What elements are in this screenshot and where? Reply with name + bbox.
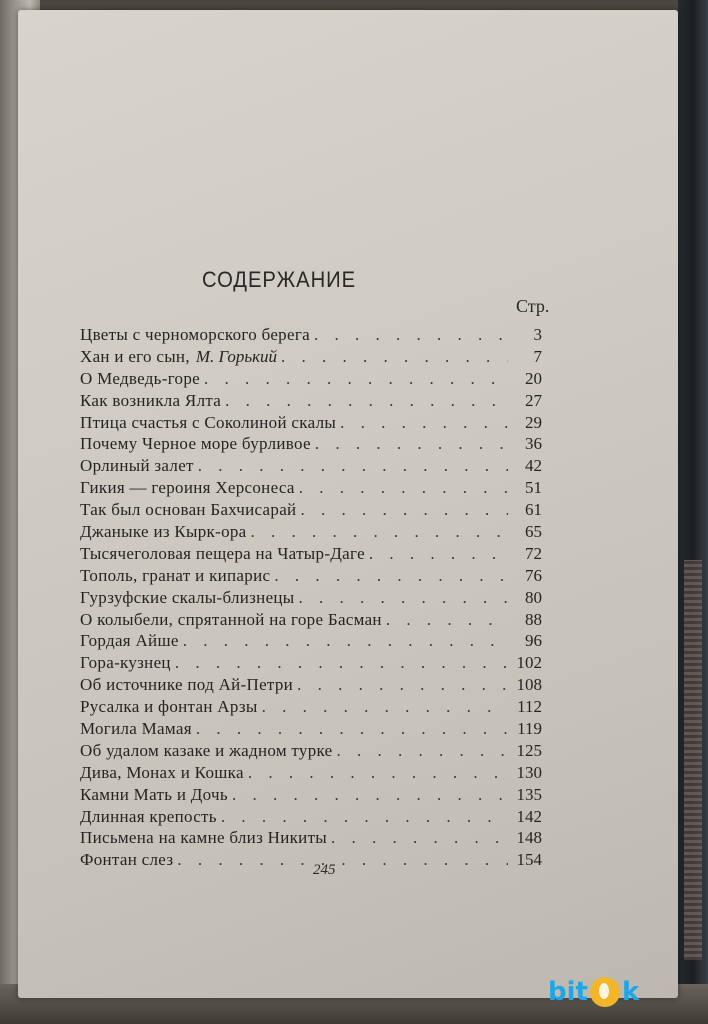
toc-entry-page: 65: [525, 522, 542, 542]
toc-entry: [80, 324, 542, 346]
toc-entry-title: Тополь, гранат и кипарис: [80, 565, 271, 585]
cover-fabric: [684, 560, 702, 960]
toc-entry-page: 7: [533, 346, 542, 366]
toc-entry: [80, 565, 542, 587]
toc-entry: [80, 455, 542, 477]
toc-entry: [80, 412, 542, 434]
dot-leader: [251, 521, 508, 543]
toc-entry: [80, 630, 542, 652]
dot-leader: [177, 849, 508, 871]
toc-entry-page: 36: [525, 434, 542, 454]
book-cover-edge: [678, 0, 708, 1024]
toc-entry: [80, 806, 542, 828]
toc-entry: [80, 784, 542, 806]
toc-entry-page: 42: [525, 456, 542, 476]
toc-entry-title: Гора-кузнец: [80, 653, 171, 673]
toc-entry-page: 119: [517, 719, 542, 739]
watermark-logo: [548, 972, 698, 1012]
dot-leader: [331, 827, 508, 849]
dot-leader: [314, 324, 508, 346]
toc-entry-title: О Медведь-горе: [80, 368, 200, 388]
watermark-tail: k: [621, 977, 640, 1007]
toc-entry: [80, 740, 542, 762]
toc-entry-title: Гурзуфские скалы-близнецы: [80, 587, 295, 607]
toc-entry-title: Письмена на камне близ Никиты: [80, 828, 328, 848]
toc-entry-title: Хан и его сын,: [80, 346, 190, 366]
toc-entry-page: 72: [525, 543, 542, 563]
toc-entry: [80, 674, 542, 696]
toc-entry-page: 76: [525, 565, 542, 585]
toc-entry: [80, 652, 542, 674]
toc-entry-title: Камни Мать и Дочь: [80, 784, 228, 804]
dot-leader: [340, 412, 508, 434]
toc-entry: [80, 499, 542, 521]
toc-entry: [80, 827, 542, 849]
toc-entry-title: Могила Мамая: [80, 719, 192, 739]
toc-entry-page: 3: [533, 325, 542, 344]
toc-entry: [80, 521, 542, 543]
dot-leader: [299, 477, 508, 499]
toc-entry-title: Почему Черное море бурливое: [80, 434, 311, 454]
dot-leader: [315, 433, 508, 455]
toc-entry-page: 148: [516, 828, 542, 848]
toc-entry-title: Гордая Айше: [80, 631, 179, 651]
toc-entry-page: 96: [525, 631, 542, 651]
toc-entry: [80, 477, 542, 499]
toc-entry-page: 51: [525, 478, 542, 498]
dot-leader: [175, 652, 508, 674]
toc-entry-page: 142: [516, 806, 542, 826]
toc-entry-title: Джаныке из Кырк-ора: [80, 522, 247, 542]
contents-heading: СОДЕРЖАНИЕ: [202, 267, 357, 292]
dot-leader: [337, 740, 508, 762]
toc-entry-page: 27: [525, 390, 542, 410]
toc-entry-page: 29: [525, 412, 542, 432]
toc-entry: [80, 849, 542, 871]
toc-entry-page: 102: [516, 653, 542, 673]
dot-leader: [274, 565, 508, 587]
toc-entry: [80, 390, 542, 412]
dot-leader: [386, 609, 508, 631]
dot-leader: [262, 696, 508, 718]
toc-entry-page: 61: [525, 500, 542, 520]
toc-entry: [80, 609, 542, 631]
toc-entry-title: Об источнике под Ай-Петри: [80, 675, 294, 695]
toc-entry-title: О колыбели, спрятанной на горе Басман: [80, 609, 382, 629]
dot-leader: [281, 346, 508, 368]
page-number: 245: [313, 862, 336, 878]
toc-entry-page: 20: [525, 368, 542, 388]
dot-leader: [299, 587, 508, 609]
toc-entry-title: Цветы с черноморского берега: [80, 325, 310, 344]
toc-entry-page: 112: [517, 697, 542, 717]
toc-entry-page: 154: [516, 850, 542, 870]
toc-entry: [80, 433, 542, 455]
dot-leader: [198, 455, 508, 477]
toc-entry: [80, 587, 542, 609]
dot-leader: [232, 784, 508, 806]
watermark-text: bit: [548, 977, 588, 1007]
toc-entry: [80, 368, 542, 390]
dot-leader: [204, 368, 508, 390]
toc-entry-page: 108: [516, 675, 542, 695]
toc-entry-title: Орлиный залет: [80, 456, 194, 476]
toc-entry-title: Гикия — героиня Херсонеса: [80, 478, 295, 498]
toc-entry: [80, 762, 542, 784]
dot-leader: [300, 499, 508, 521]
dot-leader: [196, 718, 508, 740]
toc-entry: [80, 718, 542, 740]
dot-leader: [248, 762, 508, 784]
toc-entry-page: 135: [516, 784, 542, 804]
toc-entry: [80, 346, 542, 368]
watermark-emblem-icon: [590, 977, 620, 1007]
dot-leader: [369, 543, 508, 565]
toc-entry-title: Тысячеголовая пещера на Чатыр-Даге: [80, 543, 365, 563]
toc-entry-author: М. Горький: [195, 346, 278, 366]
toc-entry-title: Птица счастья с Соколиной скалы: [80, 412, 337, 432]
book-page: [18, 10, 678, 998]
toc-entry-page: 125: [516, 740, 542, 760]
toc-entry-title: Так был основан Бахчисарай: [80, 500, 297, 520]
dot-leader: [221, 806, 508, 828]
toc-entry-title: Фонтан слез: [80, 850, 174, 870]
dot-leader: [297, 674, 508, 696]
toc-entry-title: Как возникла Ялта: [80, 390, 222, 410]
dot-leader: [225, 390, 508, 412]
toc-entry-title: Длинная крепость: [80, 806, 217, 826]
toc-entry: [80, 543, 542, 565]
toc-entry-title: Русалка и фонтан Арзы: [80, 697, 258, 717]
toc-entry-title: Дива, Монах и Кошка: [80, 762, 244, 782]
toc-entry-title: Об удалом казаке и жадном турке: [80, 740, 333, 760]
toc-entry: [80, 696, 542, 718]
toc-entry-page: 88: [525, 609, 542, 629]
toc-entry-page: 80: [525, 587, 542, 607]
toc-entry-page: 130: [516, 762, 542, 782]
dot-leader: [183, 630, 508, 652]
table-of-contents: [80, 324, 542, 871]
page-column-header: Стр.: [516, 296, 550, 316]
